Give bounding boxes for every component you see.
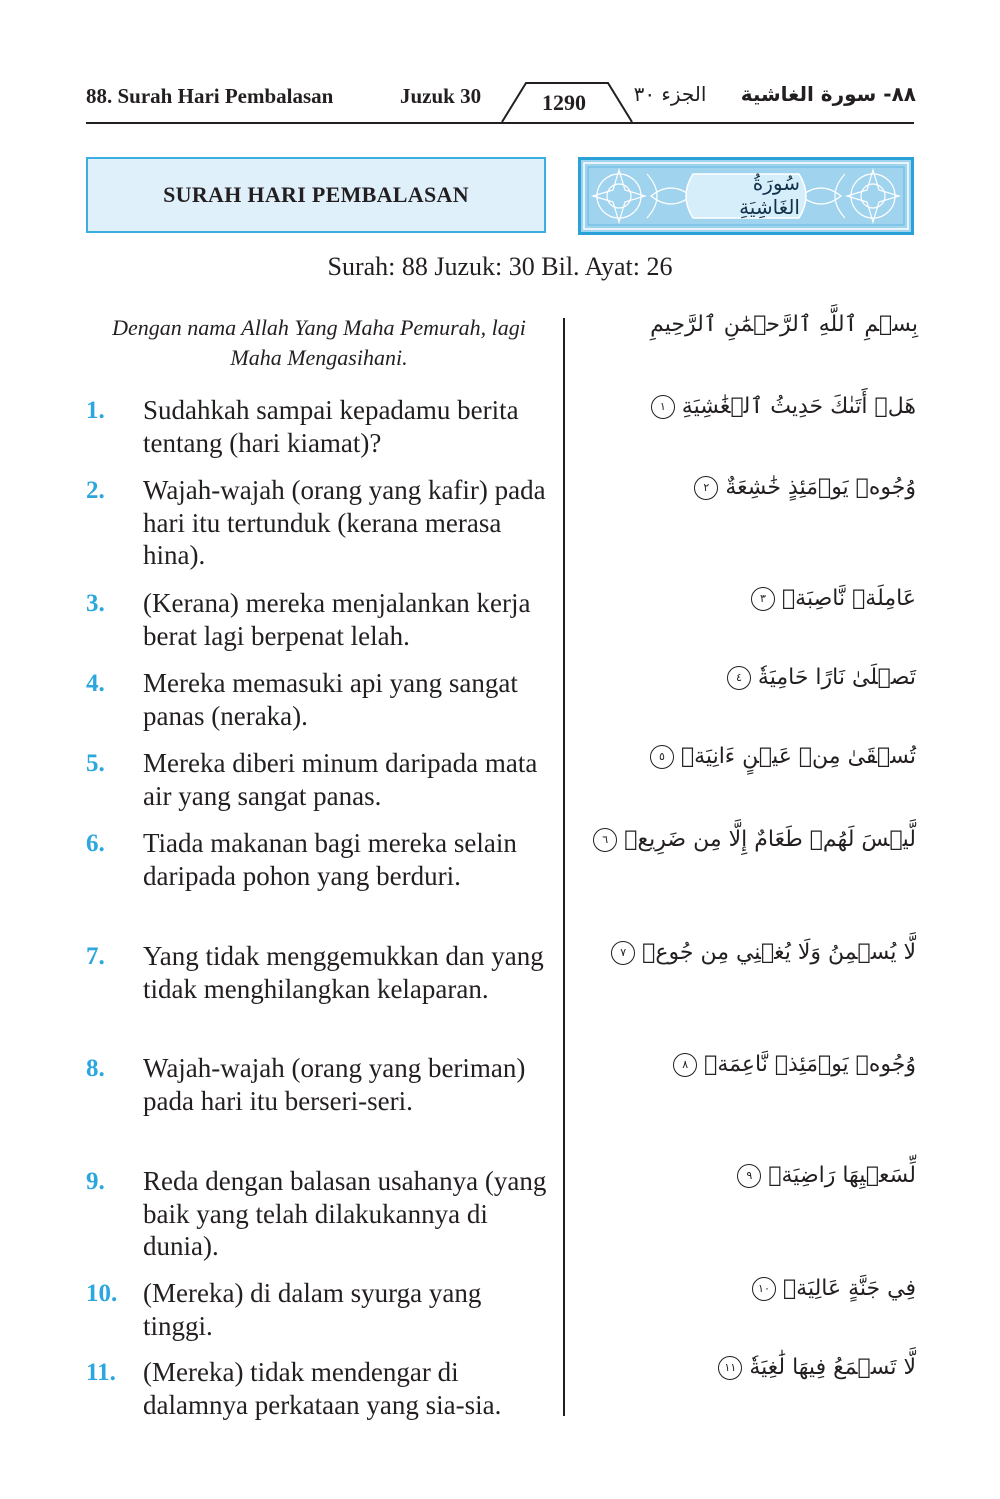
ayah-translation: Wajah-wajah (orang yang kafir) pada hari itu tertunduk (kerana merasa hina). bbox=[143, 475, 546, 570]
ayah-arabic bbox=[585, 394, 916, 419]
basmalah-arabic: بِسۡمِ ٱللَّهِ ٱلرَّحۡمَٰنِ ٱلرَّحِيمِ bbox=[650, 312, 918, 337]
ayah-arabic bbox=[585, 827, 916, 852]
ayah-arabic bbox=[585, 744, 916, 769]
ayah-arabic-text: تَصۡلَىٰ نَارًا حَامِيَةٗ bbox=[757, 665, 916, 690]
ayah-translation: Yang tidak menggemukkan dan yang tidak menghilangkan kelaparan. bbox=[143, 941, 544, 1004]
ayah-number: 1. bbox=[86, 397, 105, 424]
ayah-number: 8. bbox=[86, 1055, 105, 1082]
ayah-arabic bbox=[585, 1276, 916, 1301]
ayah-arabic bbox=[585, 586, 916, 611]
ayah-end-marker-icon: ١١ bbox=[718, 1356, 742, 1380]
ayah-arabic bbox=[585, 1355, 916, 1380]
ayah-arabic-text: لَّا يُسۡمِنُ وَلَا يُغۡنِي مِن جُوعٖ bbox=[642, 940, 916, 965]
running-header-surah-title: 88. Surah Hari Pembalasan bbox=[86, 84, 334, 108]
arabic-title: سُورَةُ الغَاشِيَةِ bbox=[739, 171, 800, 219]
ayah-end-marker-icon: ٧ bbox=[611, 941, 635, 965]
ayah-end-marker-icon: ٣ bbox=[751, 587, 775, 611]
surah-title-box bbox=[86, 157, 546, 233]
ayah-arabic bbox=[585, 1163, 916, 1188]
ayah-translation: Mereka memasuki api yang sangat panas (neraka). bbox=[143, 668, 518, 731]
ayah-number: 10. bbox=[86, 1280, 118, 1307]
ayah-arabic-text: فِي جَنَّةٍ عَالِيَةٖ bbox=[782, 1276, 916, 1301]
ayah-arabic-text: لَّا تَسۡمَعُ فِيهَا لَٰغِيَةٗ bbox=[749, 1355, 916, 1380]
running-header-arabic-juz: الجزء ٣٠ bbox=[633, 82, 707, 106]
surah-info: Surah: 88 Juzuk: 30 Bil. Ayat: 26 bbox=[327, 252, 673, 281]
ayah-arabic bbox=[585, 665, 916, 690]
header-rule bbox=[86, 122, 914, 124]
ayah-arabic-text: عَامِلَةٞ نَّاصِبَةٞ bbox=[781, 586, 916, 611]
ayah-translation: Reda dengan balasan usahanya (yang baik yang telah dilakukannya di dunia). bbox=[143, 1166, 547, 1261]
ayah-end-marker-icon: ٢ bbox=[694, 476, 718, 500]
ayah-arabic-text: وُجُوهٞ يَوۡمَئِذٖ نَّاعِمَةٞ bbox=[704, 1052, 916, 1077]
ayah-number: 9. bbox=[86, 1168, 105, 1195]
ayah-translation: (Mereka) di dalam syurga yang tinggi. bbox=[143, 1278, 482, 1341]
ayah-number: 7. bbox=[86, 943, 105, 970]
ayah-end-marker-icon: ٨ bbox=[673, 1053, 697, 1077]
column-divider bbox=[563, 318, 565, 1416]
running-header-arabic-surah: ٨٨- سورة الغاشية bbox=[740, 82, 916, 106]
ayah-end-marker-icon: ٦ bbox=[593, 828, 617, 852]
page-number: 1290 bbox=[542, 90, 586, 115]
ayah-arabic bbox=[585, 940, 916, 965]
ayah-number: 5. bbox=[86, 750, 105, 777]
ayah-translation: (Kerana) mereka menjalankan kerja berat lagi berpenat lelah. bbox=[143, 588, 531, 651]
ayah-translation: Sudahkah sampai kepadamu berita tentang (hari kiamat)? bbox=[143, 395, 519, 458]
ayah-end-marker-icon: ١٠ bbox=[752, 1277, 776, 1301]
ayah-translation: Tiada makanan bagi mereka selain daripada pohon yang berduri. bbox=[143, 828, 517, 891]
ayah-end-marker-icon: ٩ bbox=[737, 1164, 761, 1188]
ayah-translation: Wajah-wajah (orang yang beriman) pada hari itu berseri-seri. bbox=[143, 1053, 526, 1116]
surah-title: SURAH HARI PEMBALASAN bbox=[163, 182, 469, 207]
ayah-arabic-text: وُجُوهٞ يَوۡمَئِذٍ خَٰشِعَةٌ bbox=[725, 475, 916, 500]
ayah-arabic bbox=[585, 1052, 916, 1077]
ayah-end-marker-icon: ١ bbox=[651, 395, 675, 419]
ayah-arabic-text: لِّسَعۡيِهَا رَاضِيَةٞ bbox=[768, 1163, 916, 1188]
ayah-end-marker-icon: ٤ bbox=[727, 666, 751, 690]
running-header-juz: Juzuk 30 bbox=[400, 84, 482, 108]
basmalah-translation: Dengan nama Allah Yang Maha Pemurah, lagi Maha Mengasihani. bbox=[112, 315, 526, 370]
ayah-number: 11. bbox=[86, 1359, 116, 1386]
ayah-number: 6. bbox=[86, 830, 105, 857]
ayah-number: 3. bbox=[86, 590, 105, 617]
ayah-number: 2. bbox=[86, 477, 105, 504]
ayah-translation: (Mereka) tidak mendengar di dalamnya perkataan yang sia-sia. bbox=[143, 1357, 502, 1420]
ayah-arabic-text: تُسۡقَىٰ مِنۡ عَيۡنٍ ءَانِيَةٖ bbox=[680, 744, 916, 769]
ayah-number: 4. bbox=[86, 670, 105, 697]
ayah-end-marker-icon: ٥ bbox=[650, 745, 674, 769]
ayah-arabic-text: هَلۡ أَتَىٰكَ حَدِيثُ ٱلۡغَٰشِيَةِ bbox=[681, 394, 916, 419]
ayah-translation: Mereka diberi minum daripada mata air yang sangat panas. bbox=[143, 748, 538, 811]
ayah-arabic bbox=[585, 475, 916, 500]
ayah-arabic-text: لَّيۡسَ لَهُمۡ طَعَامٌ إِلَّا مِن ضَرِيعٖ bbox=[624, 827, 916, 852]
